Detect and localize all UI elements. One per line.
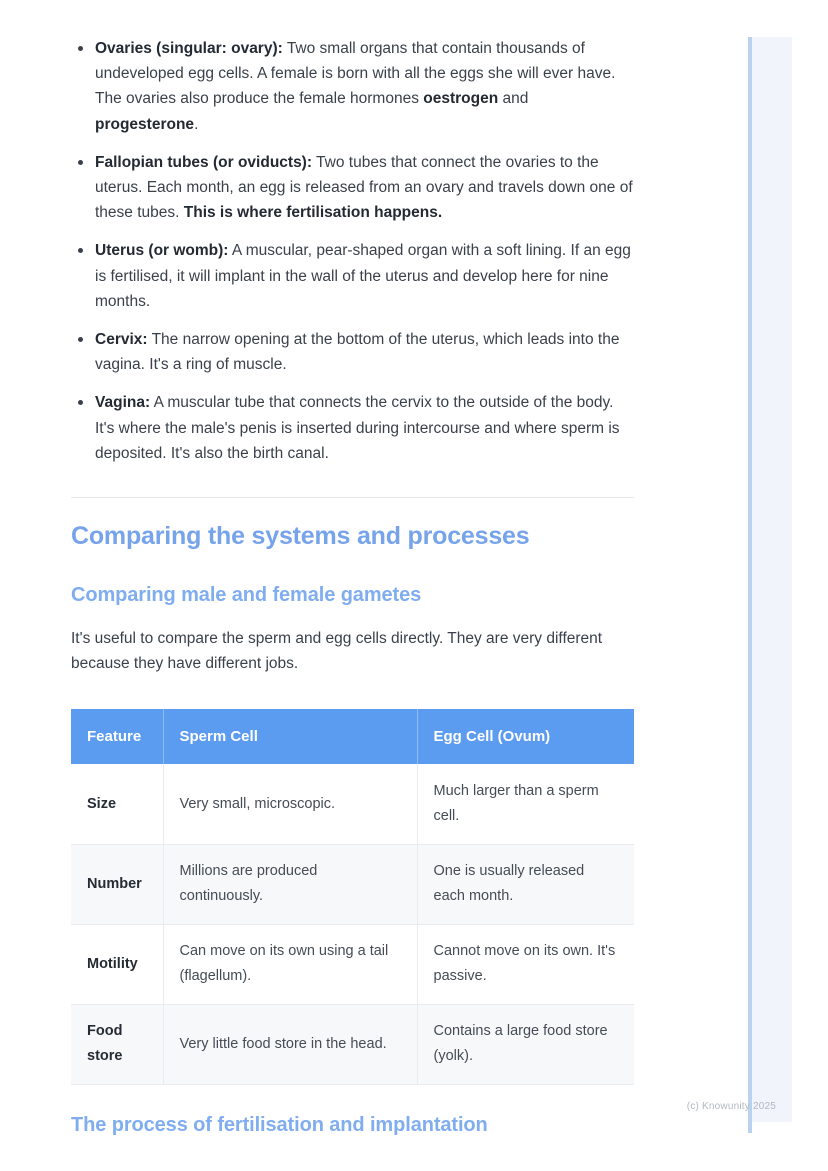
column-header-egg: Egg Cell (Ovum) xyxy=(417,709,634,764)
cell-egg: Contains a large food store (yolk). xyxy=(417,1004,634,1084)
table-row xyxy=(71,844,634,924)
female-anatomy-list xyxy=(71,36,634,466)
heading-fertilisation-process: The process of fertilisation and implantation xyxy=(71,1113,488,1136)
table-row xyxy=(71,764,634,844)
cell-egg: One is usually released each month. xyxy=(417,844,634,924)
cell-egg: Cannot move on its own. It's passive. xyxy=(417,924,634,1004)
table-header-row xyxy=(71,709,634,764)
page-edge-strip xyxy=(752,37,792,1122)
cell-feature: Number xyxy=(71,844,163,924)
cell-sperm: Millions are produced continuously. xyxy=(163,844,417,924)
cell-sperm: Very little food store in the head. xyxy=(163,1004,417,1084)
list-item: Cervix: The narrow opening at the bottom of the uterus, which leads into the vagina. It's a ring of muscle. xyxy=(71,327,634,377)
page-edge-line xyxy=(748,37,752,1133)
cell-sperm: Can move on its own using a tail (flagellum). xyxy=(163,924,417,1004)
table-body xyxy=(71,764,634,1084)
cell-sperm: Very small, microscopic. xyxy=(163,764,417,844)
list-item: Fallopian tubes (or oviducts): Two tubes that connect the ovaries to the uterus. Each month, an egg is released from an ovary and travels down one of these tubes. This is where fertilisation happens. xyxy=(71,150,634,226)
watermark: (c) Knowunity 2025 xyxy=(686,1101,776,1112)
column-header-sperm: Sperm Cell xyxy=(163,709,417,764)
cell-feature: Motility xyxy=(71,924,163,1004)
column-header-feature: Feature xyxy=(71,709,163,764)
section-divider xyxy=(71,497,634,498)
list-item: Ovaries (singular: ovary): Two small organs that contain thousands of undeveloped egg cells. A female is born with all the eggs she will ever have. The ovaries also produce the female hormones oestrogen and progesterone. xyxy=(71,36,634,137)
list-item: Vagina: A muscular tube that connects the cervix to the outside of the body. It's where the male's penis is inserted during intercourse and where sperm is deposited. It's also the birth canal. xyxy=(71,390,634,466)
heading-comparing-gametes: Comparing male and female gametes xyxy=(71,584,422,607)
document-page xyxy=(71,30,634,1137)
cell-feature: Size xyxy=(71,764,163,844)
cell-feature: Food store xyxy=(71,1004,163,1084)
gametes-intro-paragraph: It's useful to compare the sperm and egg cells directly. They are very different because they have different jobs. xyxy=(71,630,603,673)
table-row xyxy=(71,1004,634,1084)
heading-comparing-systems: Comparing the systems and processes xyxy=(71,522,530,551)
list-item: Uterus (or womb): A muscular, pear-shaped organ with a soft lining. If an egg is fertilised, it will implant in the wall of the uterus and develop here for nine months. xyxy=(71,238,634,314)
cell-egg: Much larger than a sperm cell. xyxy=(417,764,634,844)
table-row xyxy=(71,924,634,1004)
gamete-comparison-table xyxy=(71,709,634,1085)
